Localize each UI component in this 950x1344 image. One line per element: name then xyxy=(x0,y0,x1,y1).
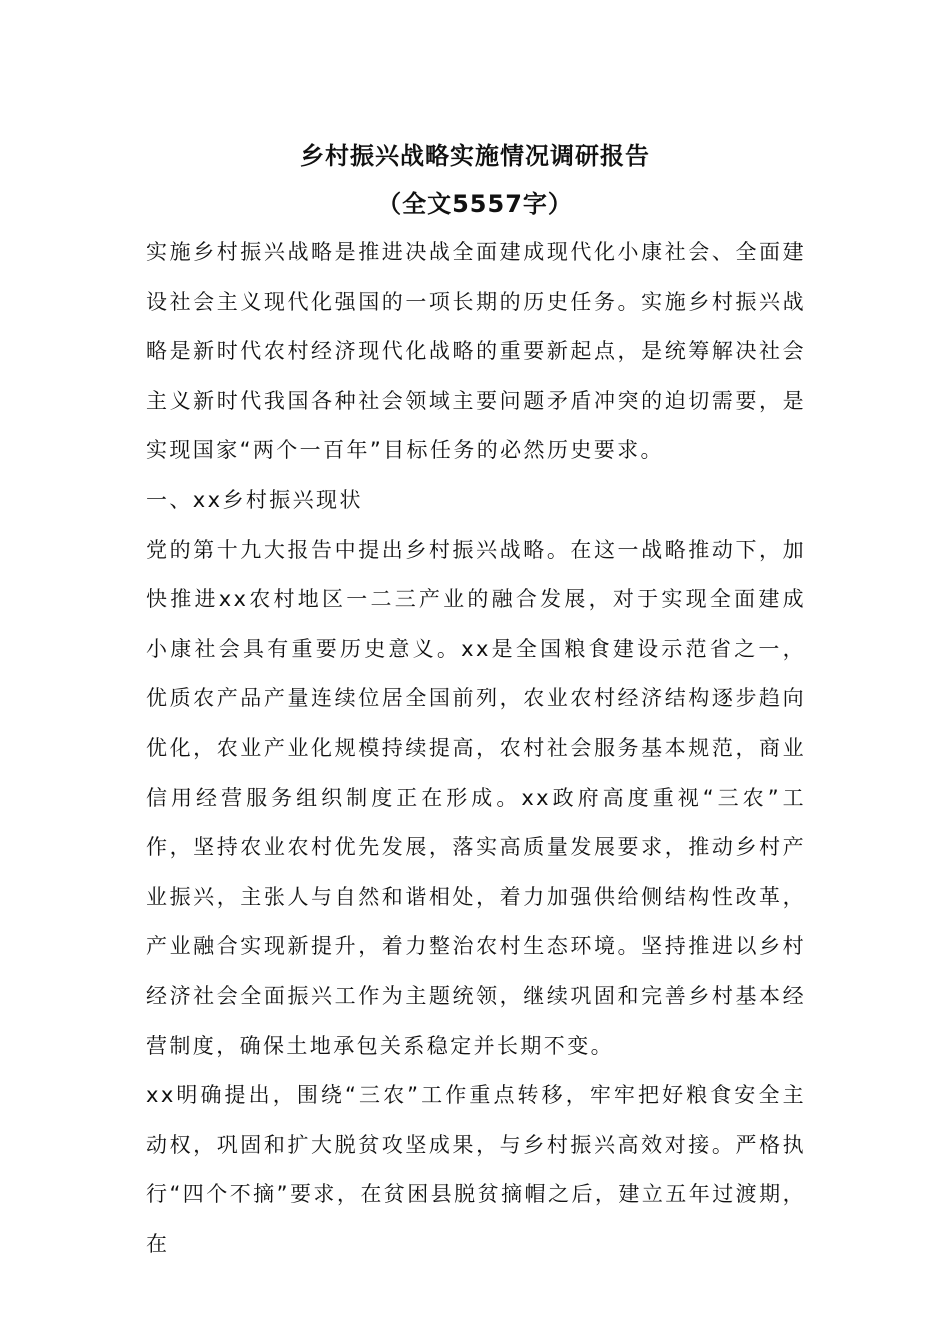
document-title: 乡村振兴战略实施情况调研报告 xyxy=(300,142,650,170)
body-paragraph: 党的第十九大报告中提出乡村振兴战略。在这一战略推动下，加快推进xx农村地区一二三产业的融合发展，对于实现全面建成小康社会具有重要历史意义。xx是全国粮食建设示范省之一，优质农产品产量连续位居全国前列，农业农村经济结构逐步趋向优化，农业产业化规模持续提高，农村社会服务基本规范，商业信用经营服务组织制度正在形成。xx政府高度重视“三农”工作，坚持农业农村优先发展，落实高质量发展要求，推动乡村产业振兴，主张人与自然和谐相处，着力加强供给侧结构性改革，产业融合实现新提升，着力整治农村生态环境。坚持推进以乡村经济社会全面振兴工作为主题统领，继续巩固和完善乡村基本经营制度，确保土地承包关系稳定并长期不变。 xyxy=(146,537,806,1058)
document-body xyxy=(146,228,806,1269)
section-heading: 一、xx乡村振兴现状 xyxy=(146,487,363,512)
body-paragraph: xx明确提出，围绕“三农”工作重点转移，牢牢把好粮食安全主动权，巩固和扩大脱贫攻坚成果，与乡村振兴高效对接。严格执行“四个不摘”要求，在贫困县脱贫摘帽之后，建立五年过渡期，在 xyxy=(146,1083,806,1256)
intro-paragraph: 实施乡村振兴战略是推进决战全面建成现代化小康社会、全面建设社会主义现代化强国的一项长期的历史任务。实施乡村振兴战略是新时代农村经济现代化战略的重要新起点，是统筹解决社会主义新时代我国各种社会领域主要问题矛盾冲突的迫切需要，是实现国家“两个一百年”目标任务的必然历史要求。 xyxy=(146,240,806,463)
document-subtitle: （全文5557字） xyxy=(377,190,573,218)
